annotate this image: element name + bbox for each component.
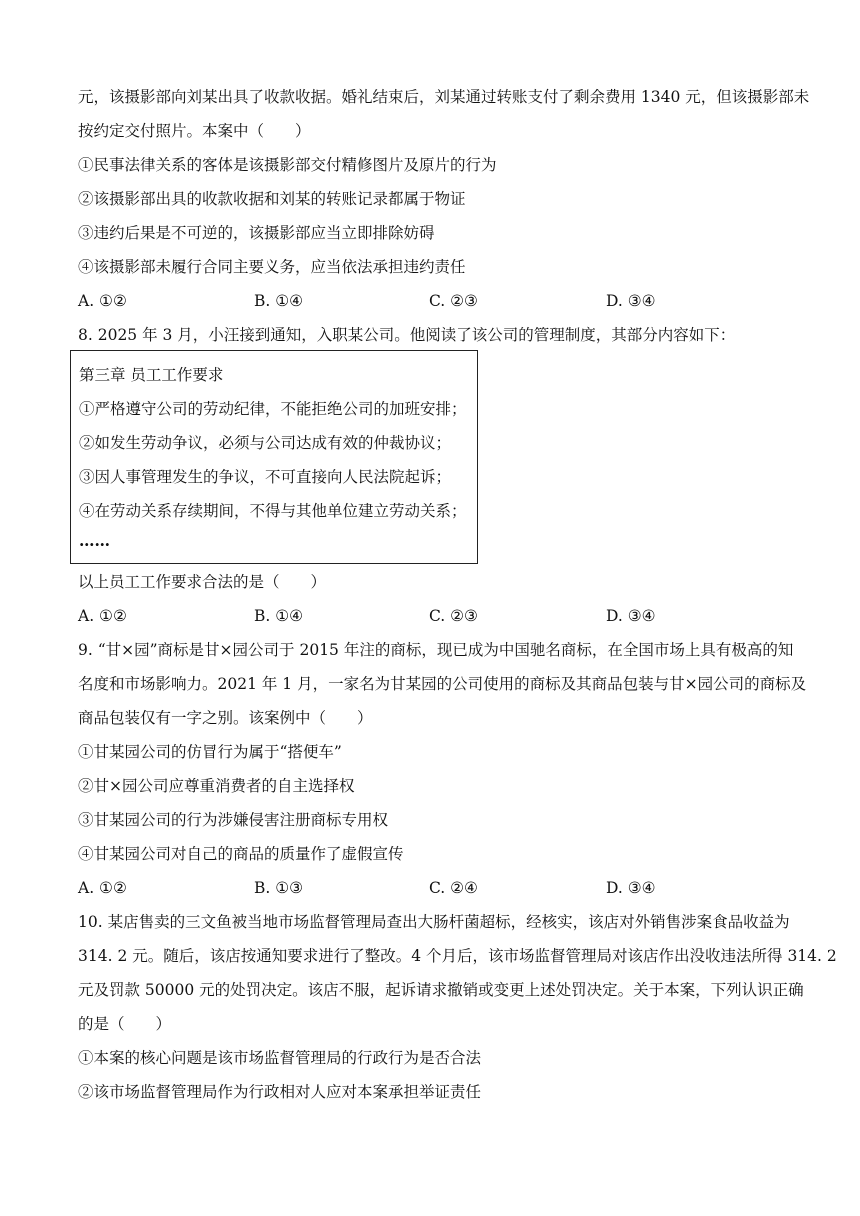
- q9-option-a: A. ①②: [78, 879, 127, 897]
- q9-item-1: ①甘某园公司的仿冒行为属于“搭便车”: [78, 743, 342, 761]
- q9-options: [78, 878, 778, 898]
- q8-stem: 8. 2025 年 3 月，小汪接到通知，入职某公司。他阅读了该公司的管理制度，其部分内容如下：: [78, 326, 736, 344]
- q8-options: [78, 606, 778, 626]
- q8-box-rule-4: ④在劳动关系存续期间，不得与其他单位建立劳动关系；: [79, 502, 467, 520]
- q9-stem-line-2: 名度和市场影响力。2021 年 1 月，一家名为甘某园的公司使用的商标及其商品包装与甘×园公司的商标及: [78, 675, 807, 693]
- q10-item-1: ①本案的核心问题是该市场监督管理局的行政行为是否合法: [78, 1049, 482, 1067]
- q8-box-rule-1: ①严格遵守公司的劳动纪律，不能拒绝公司的加班安排；: [79, 400, 467, 418]
- q7-item-2: ②该摄影部出具的收款收据和刘某的转账记录都属于物证: [78, 190, 466, 208]
- q7-item-3: ③违约后果是不可逆的，该摄影部应当立即排除妨碍: [78, 224, 435, 242]
- q9-item-2: ②甘×园公司应尊重消费者的自主选择权: [78, 777, 355, 795]
- q8-option-a: A. ①②: [78, 607, 127, 625]
- q8-option-d: D. ③④: [606, 607, 656, 625]
- q7-option-c: C. ②③: [429, 292, 478, 310]
- q10-stem-line-1: 10. 某店售卖的三文鱼被当地市场监督管理局查出大肠杆菌超标，经核实，该店对外销售涉案食品收益为: [78, 913, 790, 931]
- q8-box-title: 第三章 员工工作要求: [79, 366, 224, 384]
- q7-option-d: D. ③④: [606, 292, 656, 310]
- q10-stem-line-4: 的是（ ）: [78, 1015, 172, 1033]
- q7-options: [78, 291, 778, 311]
- q8-option-b: B. ①④: [254, 607, 304, 625]
- q9-option-d: D. ③④: [606, 879, 656, 897]
- q9-stem-line-3: 商品包装仅有一字之别。该案例中（ ）: [78, 709, 373, 727]
- q8-rules-box: [70, 350, 478, 564]
- q8-box-rule-3: ③因人事管理发生的争议，不可直接向人民法院起诉；: [79, 468, 452, 486]
- q9-item-3: ③甘某园公司的行为涉嫌侵害注册商标专用权: [78, 811, 389, 829]
- q10-item-2: ②该市场监督管理局作为行政相对人应对本案承担举证责任: [78, 1083, 482, 1101]
- q7-option-a: A. ①②: [78, 292, 127, 310]
- q7-stem-line-1: 元，该摄影部向刘某出具了收款收据。婚礼结束后，刘某通过转账支付了剩余费用 1340 元，但该摄影部未: [78, 88, 810, 106]
- q7-item-1: ①民事法律关系的客体是该摄影部交付精修图片及原片的行为: [78, 156, 497, 174]
- q9-item-4: ④甘某园公司对自己的商品的质量作了虚假宣传: [78, 845, 404, 863]
- q10-stem-line-2: 314. 2 元。随后，该店按通知要求进行了整改。4 个月后，该市场监督管理局对该店作出没收违法所得 314. 2: [78, 947, 837, 965]
- q8-box-ellipsis: ……: [79, 531, 110, 550]
- q8-box-rule-2: ②如发生劳动争议，必须与公司达成有效的仲裁协议；: [79, 434, 452, 452]
- q9-option-c: C. ②④: [429, 879, 478, 897]
- q9-option-b: B. ①③: [254, 879, 304, 897]
- q9-stem-line-1: 9. “甘×园”商标是甘×园公司于 2015 年注的商标，现已成为中国驰名商标，在全国市场上具有极高的知: [78, 641, 794, 659]
- q10-stem-line-3: 元及罚款 50000 元的处罚决定。该店不服，起诉请求撤销或变更上述处罚决定。关于本案，下列认识正确: [78, 981, 804, 999]
- q7-option-b: B. ①④: [254, 292, 304, 310]
- q7-item-4: ④该摄影部未履行合同主要义务，应当依法承担违约责任: [78, 258, 466, 276]
- q8-option-c: C. ②③: [429, 607, 478, 625]
- q7-stem-line-2: 按约定交付照片。本案中（ ）: [78, 122, 311, 140]
- q8-question: 以上员工工作要求合法的是（ ）: [78, 573, 327, 591]
